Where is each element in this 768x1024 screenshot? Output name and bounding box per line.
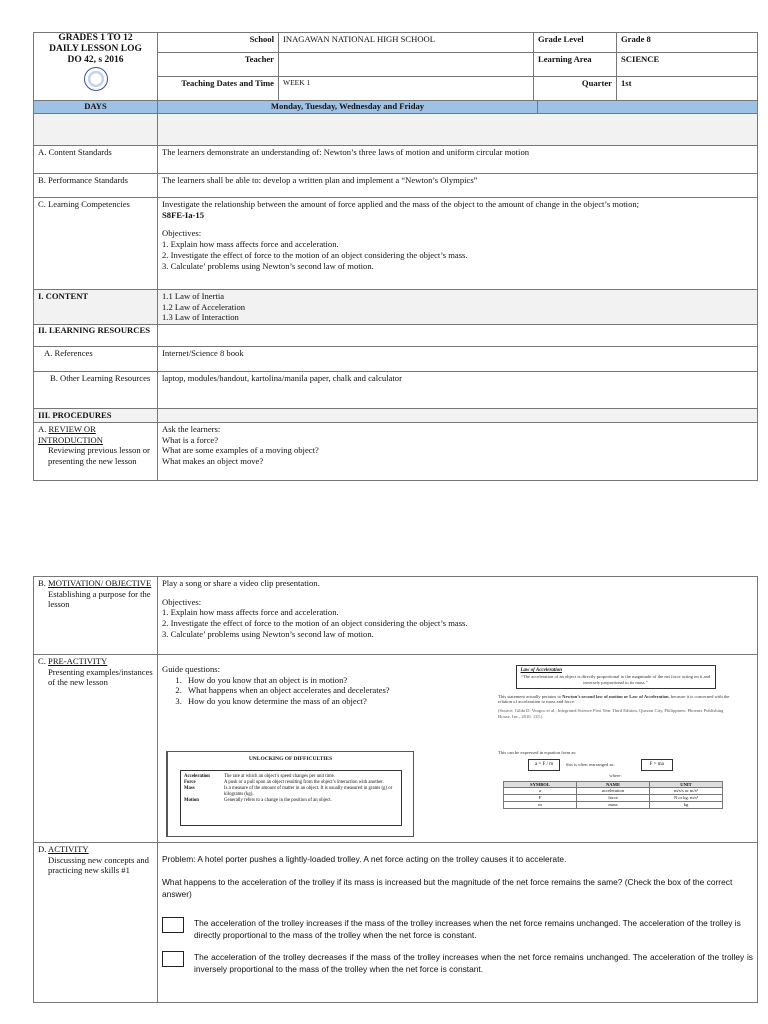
- objective-item: 2. Investigate the effect of force to the motion of an object considering the object’s mass.: [162, 618, 468, 629]
- answer-checkbox[interactable]: [162, 951, 184, 967]
- log-title: [34, 33, 158, 101]
- symbol-cell: acceleration: [577, 788, 650, 795]
- activity-letter: D.: [38, 844, 47, 854]
- content-item: 1.2 Law of Acceleration: [162, 301, 246, 312]
- review-title: REVIEW OR INTRODUCTION: [38, 423, 103, 445]
- symbol-cell: a: [504, 788, 577, 795]
- content-standards-label: A. Content Standards: [34, 146, 158, 174]
- procedures-blank: [158, 409, 758, 423]
- other-resources-value: laptop, modules/handout, kartolina/manila paper, chalk and calculator: [158, 372, 758, 409]
- symbol-cell: force: [577, 795, 650, 802]
- symbol-row: [504, 801, 723, 808]
- days-blank: [538, 101, 758, 114]
- term: Acceleration: [184, 774, 210, 779]
- motivation-description: Establishing a purpose for the lesson: [48, 588, 151, 610]
- equation-b: F = ma: [641, 759, 673, 771]
- law-quote-box: [516, 665, 716, 689]
- law-statement-post: , because it is concerned with the relation of acceleration to mass and force.: [498, 693, 730, 705]
- equation-where: where:: [609, 772, 622, 778]
- review-line: Ask the learners:: [162, 423, 221, 434]
- content-item: 1.3 Law of Interaction: [162, 312, 239, 323]
- performance-standards-label: B. Performance Standards: [34, 174, 158, 198]
- answer-checkbox[interactable]: [162, 917, 184, 933]
- references-value: Internet/Science 8 book: [158, 347, 758, 372]
- objectives-title: Objectives:: [162, 228, 202, 239]
- review-label: [34, 422, 158, 480]
- review-letter: A.: [38, 423, 47, 434]
- unlocking-title: UNLOCKING OF DIFFICULTIES: [248, 756, 333, 762]
- content-label: I. CONTENT: [34, 290, 158, 325]
- teaching-dates-value: WEEK 1: [279, 77, 534, 101]
- symbol-cell: kg: [650, 801, 723, 808]
- pre-activity-description: Presenting examples/instances of the new lesson: [48, 666, 153, 688]
- other-resources-label-text: B. Other Learning Resources: [50, 373, 151, 384]
- symbol-header: SYMBOL: [504, 781, 577, 788]
- answer-text: The acceleration of the trolley decreases if the mass of the trolley increases when the net force remains unchanged. The acceleration of the trolley is inversely proportional to the mass of the trolley when the net force is constant.: [194, 952, 753, 975]
- unlocking-row: [184, 786, 398, 798]
- symbol-row: [504, 788, 723, 795]
- unlocking-table: [184, 774, 398, 804]
- answer-option[interactable]: [162, 917, 753, 941]
- symbol-cell: N or kg. m/s²: [650, 795, 723, 802]
- answer-option[interactable]: [162, 951, 753, 975]
- guide-question: 2. What happens when an object accelerates and decelerates?: [184, 685, 753, 696]
- learning-area-value: SCIENCE: [617, 53, 758, 77]
- lesson-log-page-2: [33, 576, 757, 1003]
- content-item: 1.1 Law of Inertia: [162, 291, 225, 301]
- symbol-header: NAME: [577, 781, 650, 788]
- title-line-3: DO 42, s 2016: [67, 54, 124, 65]
- references-label-text: A. References: [44, 348, 93, 359]
- days-label: DAYS: [34, 101, 158, 114]
- objective-item: 1. Explain how mass affects force and acceleration.: [162, 239, 339, 250]
- grade-level-label: Grade Level: [534, 33, 617, 53]
- term: Motion: [184, 797, 199, 803]
- quarter-value: 1st: [617, 77, 758, 101]
- review-line: What are some examples of a moving object?: [162, 445, 319, 456]
- competency-code: S8FE-Ia-15: [162, 209, 205, 220]
- symbol-header-row: [504, 781, 723, 788]
- references-label: [34, 347, 158, 372]
- pre-activity-content: [158, 655, 758, 843]
- law-statement: [498, 694, 733, 705]
- school-value: INAGAWAN NATIONAL HIGH SCHOOL: [279, 33, 534, 53]
- deped-seal-icon: [84, 67, 108, 91]
- school-label: School: [158, 33, 279, 53]
- title-line-1: GRADES 1 TO 12: [58, 33, 133, 43]
- symbol-cell: mass: [577, 801, 650, 808]
- teacher-label: Teacher: [158, 53, 279, 77]
- definition: Generally refers to a change in the position of an object.: [224, 797, 332, 803]
- header-table: [33, 32, 758, 101]
- learning-competencies-cell: [158, 198, 758, 290]
- content-items: [158, 290, 758, 325]
- learning-resources-blank: [158, 325, 758, 347]
- symbol-cell: m/s/s or m/s²: [650, 788, 723, 795]
- objective-item: 2. Investigate the effect of force to the motion of an object considering the object’s mass.: [162, 249, 468, 260]
- review-line: What makes an object move?: [162, 456, 264, 467]
- other-resources-label: [34, 372, 158, 409]
- equation-mid: this is often rearranged as:: [566, 761, 615, 767]
- equation-a: a = F / m: [528, 759, 560, 771]
- review-content: [158, 422, 758, 480]
- symbol-table: [503, 781, 723, 809]
- procedures-table: [33, 576, 758, 1003]
- activity-description: Discussing new concepts and practicing new skills #1: [48, 854, 149, 876]
- learning-resources-label: II. LEARNING RESOURCES: [34, 325, 158, 347]
- guide-question: 3. How do you know determine the mass of an object?: [184, 696, 753, 707]
- term: Mass: [184, 785, 195, 791]
- definition: The rate at which an object’s speed changes per unit time.: [224, 774, 335, 779]
- grade-level-value: Grade 8: [617, 33, 758, 53]
- law-statement-pre: This statement actually pertains to: [498, 693, 563, 699]
- law-statement-bold: Newton’s second law of motion or Law of Acceleration: [562, 693, 669, 699]
- law-of-acceleration-figure: [498, 665, 733, 745]
- teaching-dates-label: Teaching Dates and Time: [158, 77, 279, 101]
- activity-question: What happens to the acceleration of the trolley if its mass is increased but the magnitude of the net force remains the same? (Check the box of the correct answer): [162, 876, 733, 900]
- symbol-cell: F: [504, 795, 577, 802]
- term: Force: [184, 779, 196, 785]
- definition: A push or a pull upon an object resulting from the object’s interaction with another.: [224, 779, 384, 785]
- motivation-intro: Play a song or share a video clip presentation.: [162, 578, 320, 588]
- motivation-letter: B.: [38, 578, 46, 588]
- activity-title: ACTIVITY: [48, 844, 89, 854]
- equation-figure: [498, 750, 733, 838]
- pre-activity-title: PRE-ACTIVITY: [48, 656, 108, 666]
- guide-title: Guide questions:: [162, 664, 221, 674]
- days-value: Monday, Tuesday, Wednesday and Friday: [158, 101, 538, 114]
- title-line-2: DAILY LESSON LOG: [49, 43, 142, 54]
- law-quote: “The acceleration of an object is directly proportional to the magnitude of the net force acting on it and inversely proportional to its mass.”: [520, 674, 711, 685]
- symbol-cell: m: [504, 801, 577, 808]
- motivation-content: [158, 577, 758, 655]
- law-title: Law of Acceleration: [520, 668, 562, 673]
- motivation-label: [34, 577, 158, 655]
- teacher-value: [279, 53, 534, 77]
- answer-text: The acceleration of the trolley increases if the mass of the trolley increases when the net force remains unchanged. The acceleration of the trolley is directly proportional to the mass of the trolley when the net force is constant.: [194, 917, 741, 940]
- definition: Is a measure of the amount of matter in an object. It is usually measured in grams (g) or kilograms (kg).: [224, 785, 393, 797]
- review-line: What is a force?: [162, 434, 219, 445]
- main-table: [33, 100, 758, 481]
- unlocking-row: [184, 798, 398, 804]
- activity-problem: Problem: A hotel porter pushes a lightly-loaded trolley. A net force acting on the trolley causes it to accelerate.: [162, 854, 567, 864]
- symbol-header: UNIT: [650, 781, 723, 788]
- activity-label: [34, 843, 158, 1003]
- performance-standards-value: The learners shall be able to: develop a written plan and implement a “Newton’s Olympics”: [158, 174, 758, 198]
- law-source: (Source: Gilda D. Vengco et al., Integrated Science First Year Third Edition, Quezon City, Philippines: Phoenix Publishing House, Inc., 2010, 133.): [498, 708, 724, 719]
- unlocking-inner-box: [180, 770, 402, 826]
- objective-item: 1. Explain how mass affects force and acceleration.: [162, 607, 339, 618]
- procedures-label: III. PROCEDURES: [34, 409, 158, 423]
- objective-item: 3. Calculate’ problems using Newton’s second law of motion.: [162, 260, 374, 271]
- learning-area-label: Learning Area: [534, 53, 617, 77]
- objectives-title: Objectives:: [162, 596, 202, 607]
- pre-activity-label: [34, 655, 158, 843]
- content-standards-value: The learners demonstrate an understanding of: Newton’s three laws of motion and uniform circular motion: [158, 146, 758, 174]
- activity-content: [158, 843, 758, 1003]
- lesson-log-page-1: [33, 32, 757, 481]
- symbol-row: [504, 795, 723, 802]
- unlocking-difficulties-figure: [166, 751, 414, 837]
- equation-intro: This can be expressed in equation form as:: [498, 750, 577, 755]
- guide-question: 1. How do you know that an object is in motion?: [184, 675, 753, 686]
- learning-competencies-label: C. Learning Competencies: [34, 198, 158, 290]
- competency-text: Investigate the relationship between the amount of force applied and the mass of the object to the amount of change in the object’s motion;: [162, 199, 640, 209]
- spacer-cell: [34, 114, 158, 146]
- spacer-cell: [158, 114, 758, 146]
- motivation-title: MOTIVATION/ OBJECTIVE: [48, 578, 152, 588]
- objective-item: 3. Calculate’ problems using Newton’s second law of motion.: [162, 628, 374, 639]
- quarter-label: Quarter: [534, 77, 617, 101]
- review-description: Reviewing previous lesson or presenting the new lesson: [48, 445, 150, 467]
- equation-row: [528, 759, 733, 771]
- pre-activity-letter: C.: [38, 656, 46, 666]
